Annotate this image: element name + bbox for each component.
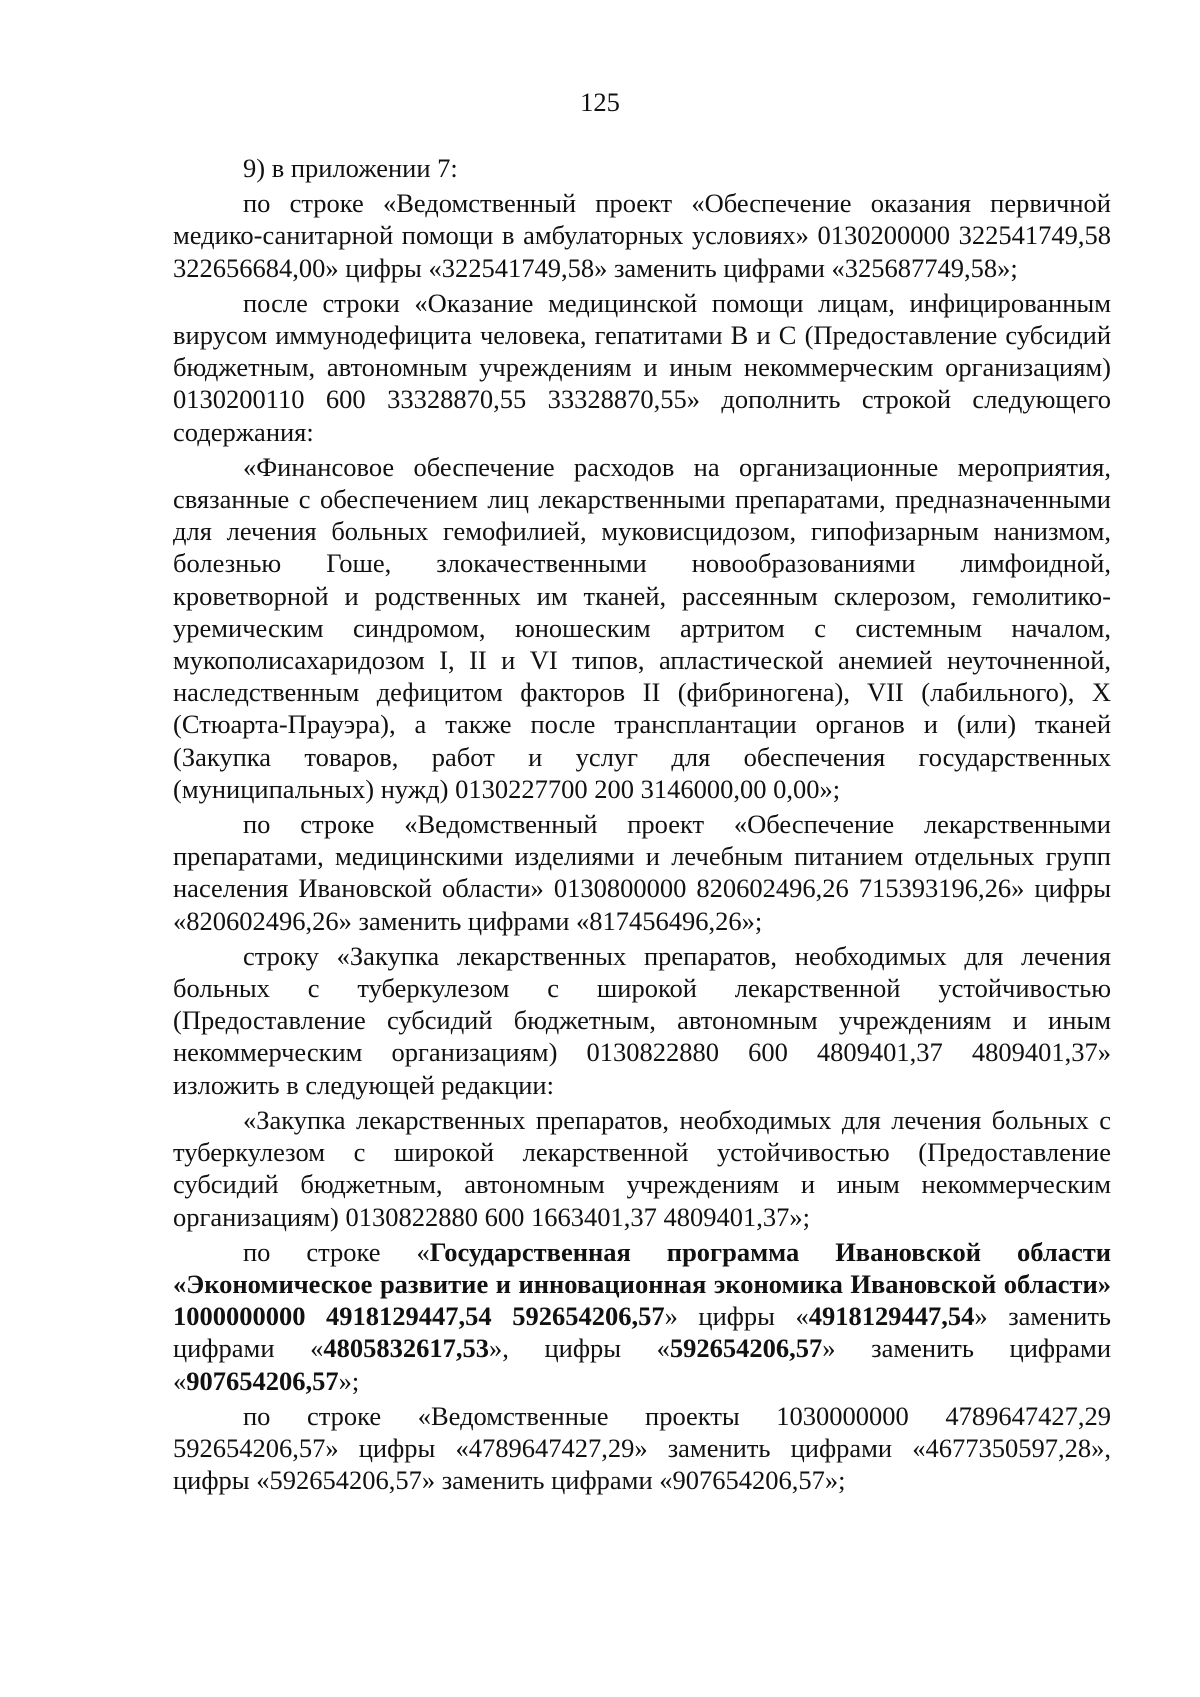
text-run: «Финансовое обеспечение расходов на организационные мероприятия, связанные с обеспечением лиц лекарственными препаратами, предназначенными для лечения больных гемофилией, муковисцидозом, гипофизарным нанизмом, болезнью Гоше, злокачественными новообразованиями лимфоидной, кроветворной и родственных им тканей, рассеянным склерозом, гемолитико-уремическим синдромом, юношеским артритом с системным началом, мукополисахаридозом I, II и VI типов, апластической анемией неуточненной, наследственным дефицитом факторов II (фибриногена), VII (лабильного), X (Стюарта-Прауэра), а также после трансплантации органов и (или) тканей (Закупка товаров, работ и услуг для обеспечения государственных (муниципальных) нужд) 0130227700 200 3146000,00 0,00»;	[173, 451, 1111, 804]
paragraph	[173, 1236, 1111, 1397]
bold-text: 592654206,57	[669, 1333, 823, 1364]
text-run: строку «Закупка лекарственных препаратов, необходимых для лечения больных с туберкулезом с широкой лекарственной устойчивостью (Предоставление субсидий бюджетным, автономным учреждениям и иным некоммерческим организациям) 0130822880 600 4809401,37 4809401,37» изложить в следующей редакции:	[173, 940, 1111, 1100]
document-body	[173, 152, 1111, 1496]
bold-text: 4918129447,54	[808, 1301, 975, 1332]
bold-text: 907654206,57	[186, 1365, 339, 1396]
paragraph	[173, 940, 1111, 1101]
paragraph	[173, 1400, 1111, 1497]
paragraph	[173, 808, 1111, 937]
text-run: »;	[338, 1365, 360, 1396]
text-run: 9) в приложении 7:	[243, 153, 458, 183]
paragraph	[173, 451, 1111, 805]
text-run: » заменить цифрами «	[173, 1301, 1111, 1364]
text-run: после строки «Оказание медицинской помощи лицам, инфицированным вирусом иммунодефицита человека, гепатитами B и C (Предоставление субсидий бюджетным, автономным учреждениям и иным некоммерческим организациям) 0130200110 600 33328870,55 33328870,55» дополнить строкой следующего содержания:	[173, 287, 1111, 447]
bold-text: 4805832617,53	[323, 1333, 489, 1364]
text-run: по строке «Ведомственный проект «Обеспечение лекарственными препаратами, медицинскими изделиями и лечебным питанием отдельных групп населения Ивановской области» 0130800000 820602496,26 715393196,26» цифры «820602496,26» заменить цифрами «817456496,26»;	[173, 809, 1111, 936]
text-run: » цифры «	[664, 1301, 809, 1332]
text-run: » заменить цифрами «	[173, 1333, 1112, 1396]
bold-text: Государственная программа Ивановской области «Экономическое развитие и инновационная экономика Ивановской области» 1000000000 4918129447,54 592654206,57	[173, 1236, 1112, 1332]
text-run: «Закупка лекарственных препаратов, необходимых для лечения больных с туберкулезом с широкой лекарственной устойчивостью (Предоставление субсидий бюджетным, автономным учреждениям и иным некоммерческим организациям) 0130822880 600 1663401,37 4809401,37»;	[173, 1104, 1111, 1232]
text-run: по строке «	[243, 1236, 430, 1267]
paragraph	[173, 287, 1111, 448]
paragraph	[173, 187, 1111, 284]
text-run: », цифры «	[488, 1333, 670, 1364]
text-run: по строке «Ведомственный проект «Обеспечение оказания первичной медико-санитарной помощи в амбулаторных условиях» 0130200000 322541749,58 322656684,00» цифры «322541749,58» заменить цифрами «325687749,58»;	[173, 188, 1111, 283]
text-run: по строке «Ведомственные проекты 1030000000 4789647427,29 592654206,57» цифры «4789647427,29» заменить цифрами «4677350597,28», цифры «592654206,57» заменить цифрами «907654206,57»;	[173, 1400, 1111, 1496]
page-number: 125	[580, 87, 620, 117]
paragraph	[173, 1104, 1111, 1233]
paragraph	[173, 152, 1111, 184]
